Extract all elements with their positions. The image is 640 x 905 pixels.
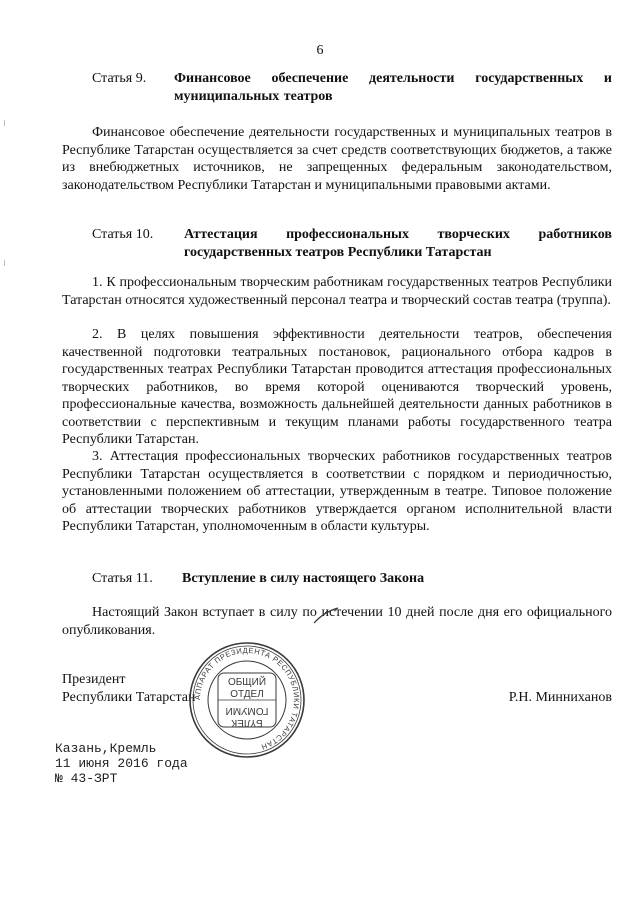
article-11-number: Статья 11. [92, 571, 153, 586]
article-11-paragraph: Настоящий Закон вступает в силу по истечении 10 дней после дня его официального опубликования. [62, 605, 612, 638]
signer-name: Р.Н. Минниханов [508, 690, 612, 705]
signer-position-line-2: Республики Татарстан [62, 690, 196, 705]
article-10-title: Аттестация профессиональных творческих работников государственных театров Республики Татарстан [184, 227, 612, 260]
stamp-seal [187, 640, 307, 760]
article-10-paragraph-1: 1. К профессиональным творческим работникам государственных театров Республики Татарстан относятся художественный персонал театра и творческий состав театра (труппа). [62, 275, 612, 308]
signer-position-line-1: Президент [62, 672, 126, 687]
issue-details [55, 741, 188, 786]
stamp-ring-text: АППАРАТ ПРЕЗИДЕНТА РЕСПУБЛИКИ ТАТАРСТАН [192, 645, 302, 752]
stamp-center-line-3: ГОМУМИ [225, 705, 269, 716]
article-10-heading [62, 226, 612, 262]
pen-stroke [312, 606, 342, 626]
article-10-number: Статья 10. [92, 227, 154, 242]
article-9-number: Статья 9. [92, 71, 147, 86]
page-number: 6 [316, 43, 324, 58]
official-stamp [187, 640, 307, 760]
article-10-paragraph-2: 2. В целях повышения эффективности деятельности театров, обеспечения качественной подготовки театральных постановок, рационального отбора кадров в государственных театрах Республики Татарстан проводится аттестация профессиональных творческих работников, во время которой оцениваются творческий уровень, профессиональные качества, возможность дальнейшей деятельности данных работников в соответствии с перспективным и текущим планами работы государственного театра Республики Татарстан. [62, 327, 612, 447]
scan-margin-mark [4, 260, 5, 266]
article-11-title: Вступление в силу настоящего Закона [182, 571, 425, 586]
article-10-paragraph-3: 3. Аттестация профессиональных творческих работников государственных театров Республики Татарстан осуществляется в соответствии с порядком и периодичностью, установленными положением об аттестации, утвержденным в театре. Типовое положение об аттестации творческих работников утверждается органом исполнительной власти Республики Татарстан, уполномоченным в области культуры. [62, 449, 612, 534]
article-9-paragraph: Финансовое обеспечение деятельности государственных и муниципальных театров в Республике Татарстан осуществляется за счет средств соответствующих бюджетов, а также из внебюджетных источников, не запрещенных федеральным законодательством, законодательством Республики Татарстан и муниципальными правовыми актами. [62, 125, 612, 193]
stamp-center-line-2: ОТДЕЛ [230, 689, 264, 700]
article-9-title: Финансовое обеспечение деятельности государственных и муниципальных театров [174, 71, 612, 104]
scan-margin-mark [4, 120, 5, 126]
law-number: № 43-ЗРТ [55, 771, 118, 786]
article-9-heading [62, 70, 612, 106]
stamp-center-line-1: ОБЩИЙ [227, 677, 267, 688]
issue-date: 11 июня 2016 года [55, 756, 188, 771]
issue-place: Казань,Кремль [55, 741, 157, 756]
signer-position [62, 671, 196, 707]
stamp-center-line-4: БҮЛЕК [231, 717, 263, 728]
article-11-heading [62, 570, 612, 588]
